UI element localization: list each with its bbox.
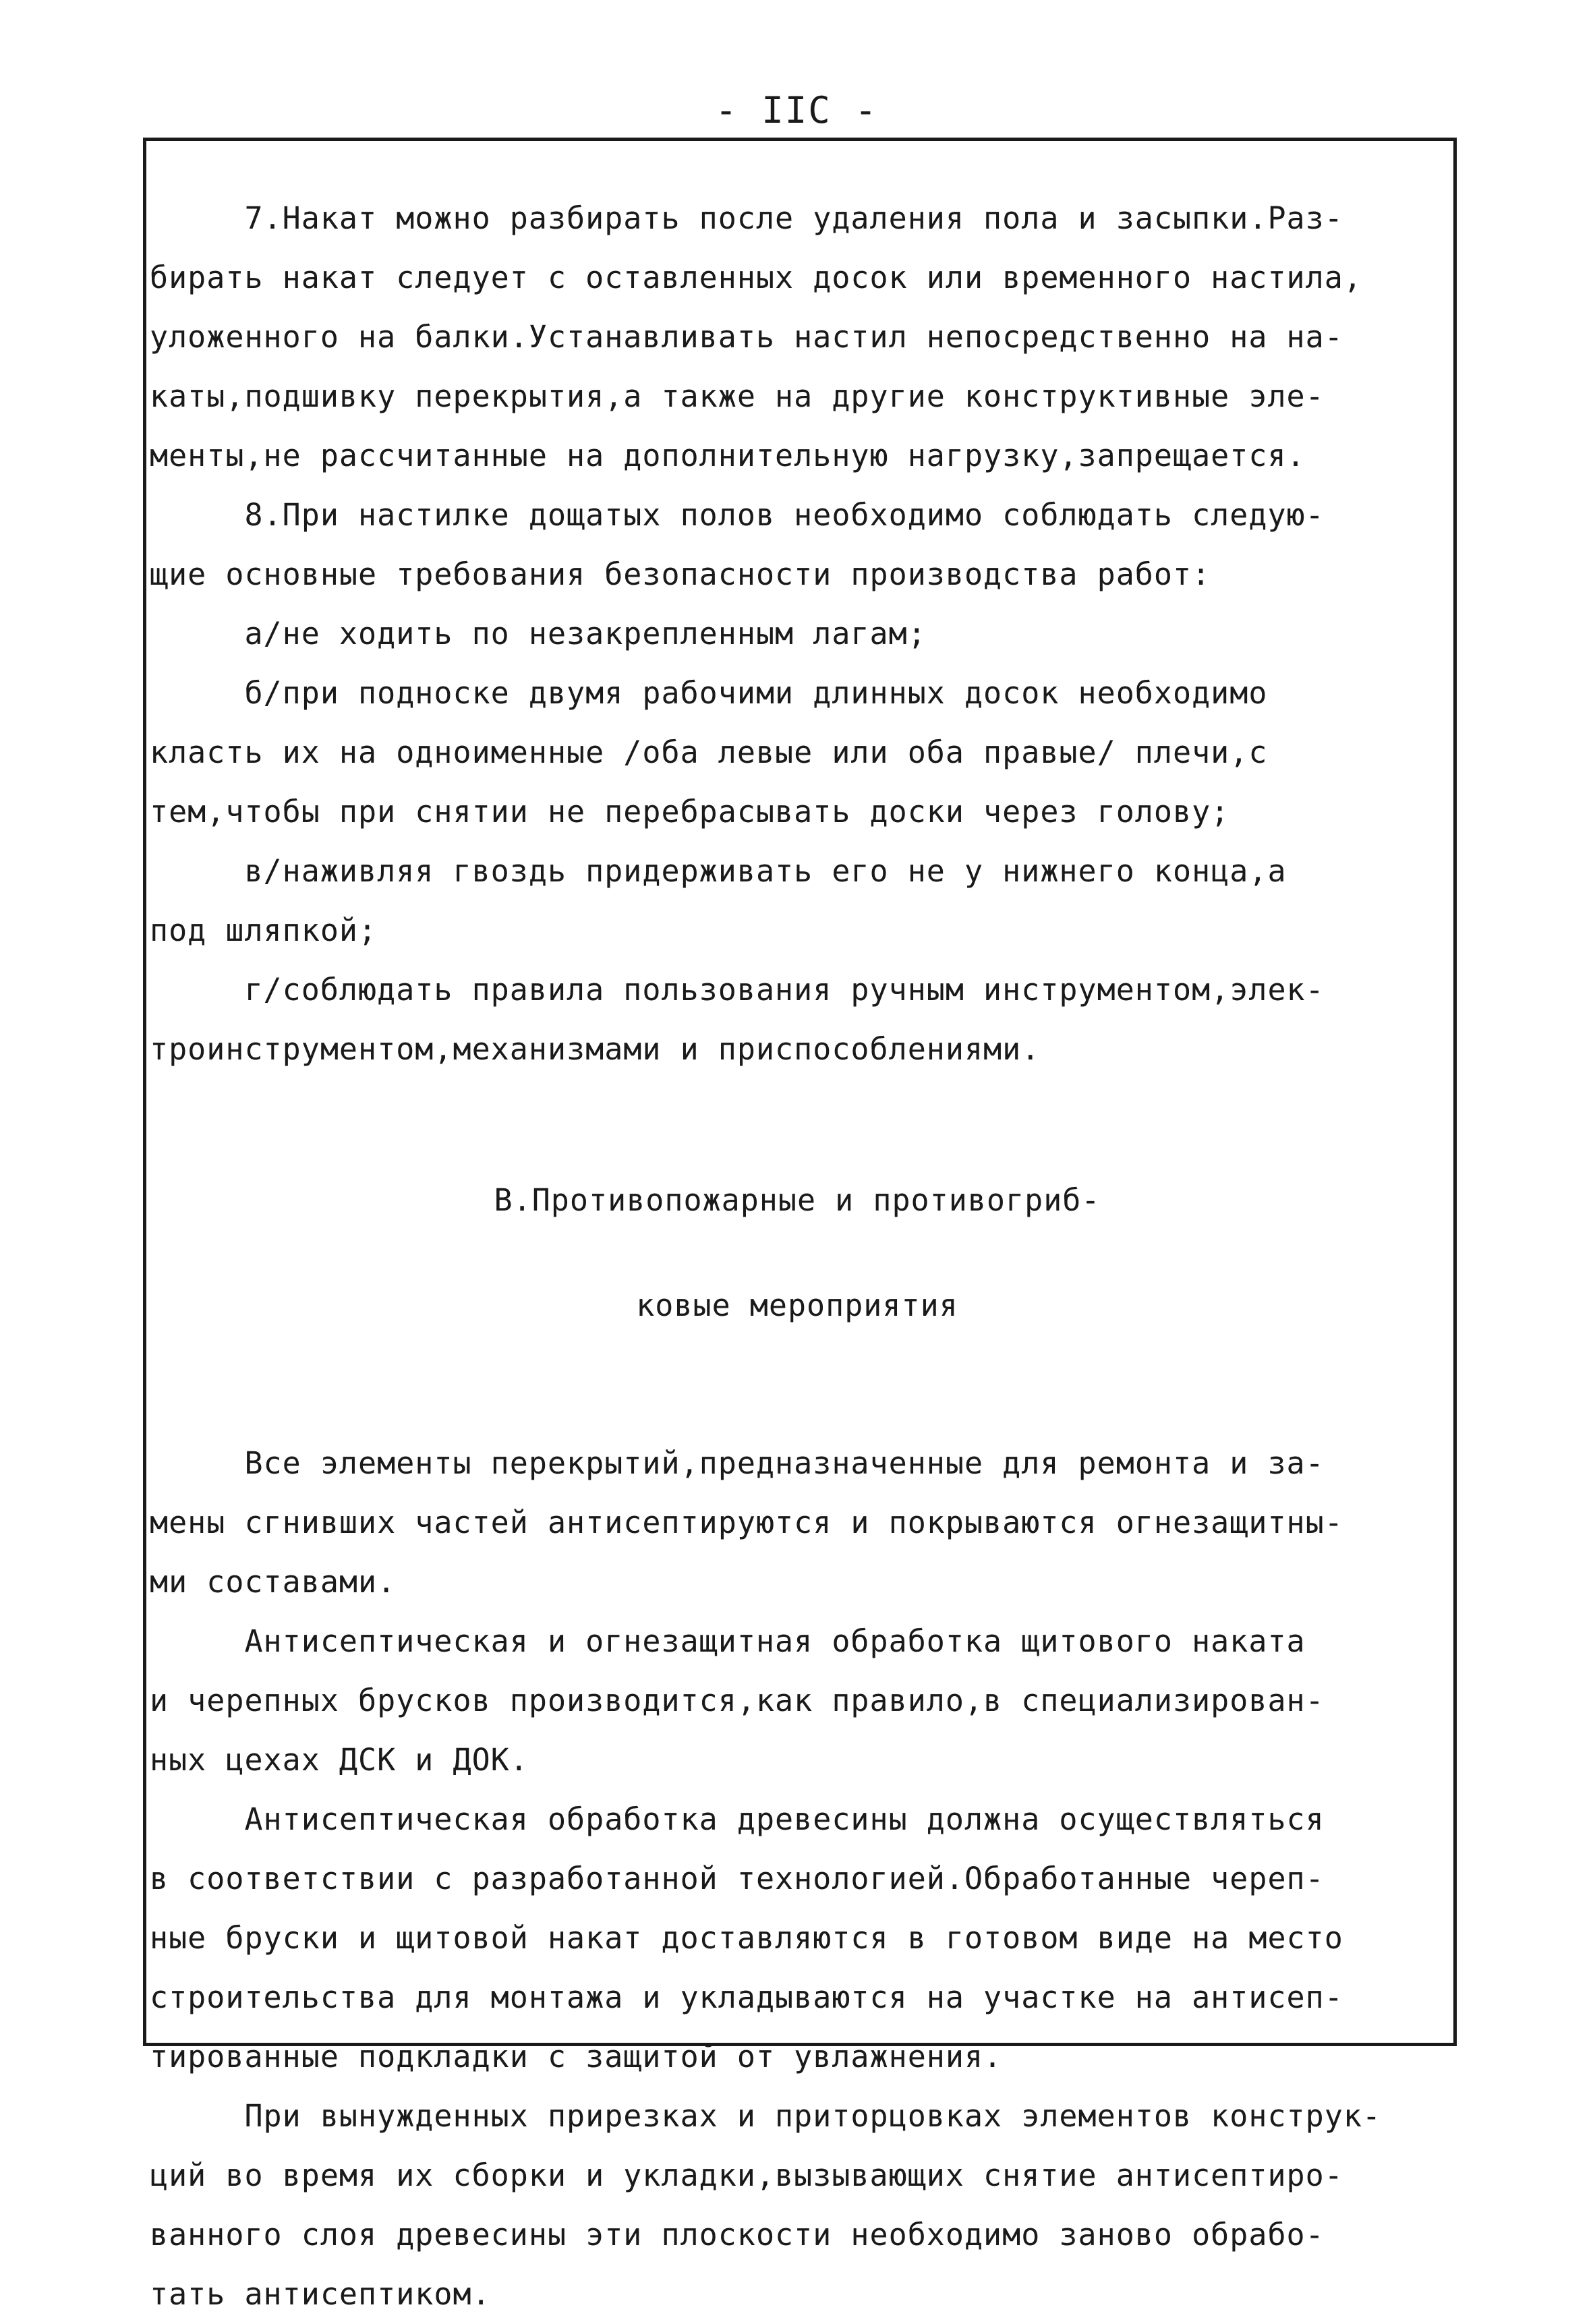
text-line: строительства для монтажа и укладываются на участке на антисеп- [150,1979,1343,2015]
text-line: ные бруски и щитовой накат доставляются в готовом виде на место [150,1920,1343,1956]
text-line: и черепных брусков производится,как правило,в специализирован- [150,1683,1325,1718]
text-block-1 [150,189,1445,1079]
section-heading-line: ковые мероприятия [636,1288,958,1323]
text-line: Антисептическая и огнезащитная обработка щитового наката [150,1623,1306,1659]
text-line: г/соблюдать правила пользования ручным инструментом,элек- [150,972,1325,1008]
text-line: При вынужденных прирезках и приторцовках элементов конструк- [150,2098,1381,2134]
text-line: Антисептическая обработка древесины должна осуществляться [150,1801,1325,1837]
text-line: троинструментом,механизмами и приспособлениями. [150,1031,1041,1067]
page-number: - IIC - [715,89,878,132]
text-block-2 [150,1434,1445,2324]
text-line: бирать накат следует с оставленных досок или временного настила, [150,260,1362,295]
text-line: в соответствии с разработанной технологией.Обработанные череп- [150,1861,1325,1896]
text-line: тем,чтобы при снятии не перебрасывать доски через голову; [150,794,1230,830]
text-line: ций во время их сборки и укладки,вызывающих снятие антисептиро- [150,2157,1343,2193]
text-line: щие основные требования безопасности производства работ: [150,556,1211,592]
text-line: уложенного на балки.Устанавливать настил непосредственно на на- [150,319,1343,355]
text-line: ми составами. [150,1564,397,1600]
text-line: тированные подкладки с защитой от увлажнения. [150,2039,1003,2074]
text-line: 8.При настилке дощатых полов необходимо соблюдать следую- [150,497,1325,533]
text-line: тать антисептиком. [150,2276,491,2312]
section-heading [150,1113,1445,1393]
document-body [150,189,1445,2324]
text-line: ных цехах ДСК и ДОК. [150,1742,529,1778]
text-line: класть их на одноименные /оба левые или оба правые/ плечи,с [150,734,1268,770]
section-heading-line: В.Противопожарные и противогриб- [494,1183,1101,1218]
text-line: под шляпкой; [150,912,378,948]
text-line: а/не ходить по незакрепленным лагам; [150,616,927,651]
text-line: 7.Накат можно разбирать после удаления пола и засыпки.Раз- [150,200,1343,236]
text-line: менты,не рассчитанные на дополнительную нагрузку,запрещается. [150,438,1306,473]
text-line: мены сгнивших частей антисептируются и покрываются огнезащитны- [150,1505,1343,1540]
text-line: в/наживляя гвоздь придерживать его не у нижнего конца,а [150,853,1287,889]
text-line: б/при подноске двумя рабочими длинных досок необходимо [150,675,1268,711]
text-line: Все элементы перекрытий,предназначенные для ремонта и за- [150,1445,1325,1481]
text-line: ванного слоя древесины эти плоскости необходимо заново обрабо- [150,2217,1325,2253]
text-line: каты,подшивку перекрытия,а также на другие конструктивные эле- [150,378,1325,414]
